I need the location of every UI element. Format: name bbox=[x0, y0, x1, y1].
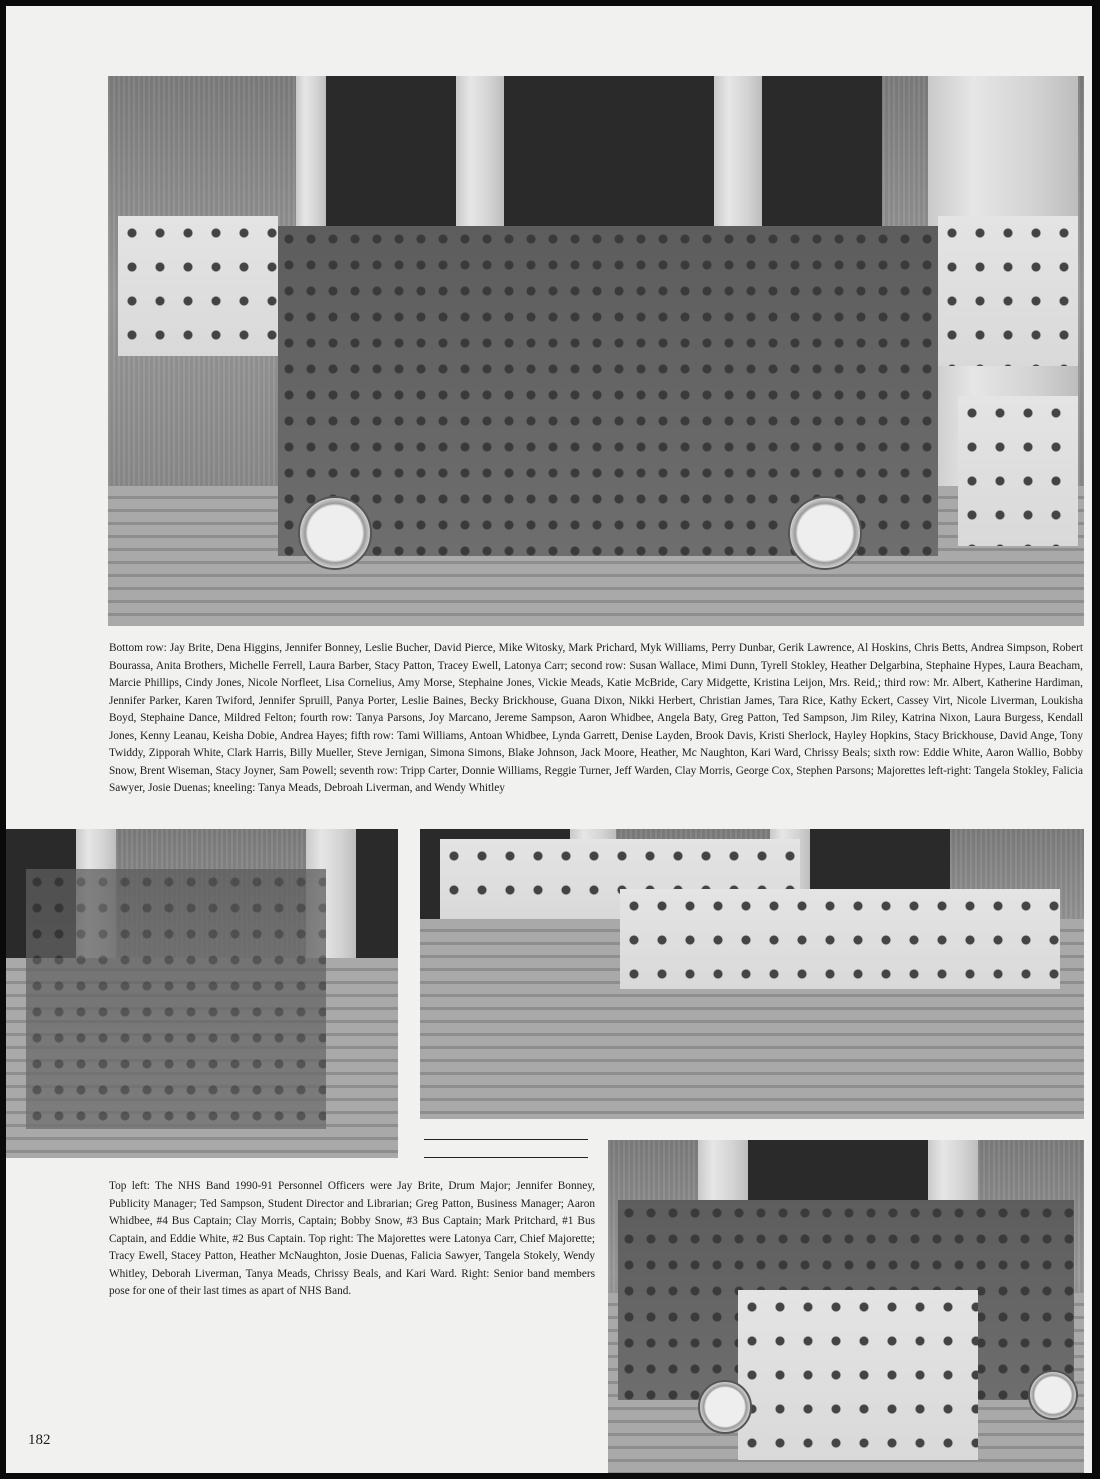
band-group-photo bbox=[108, 76, 1084, 626]
officers-photo bbox=[6, 829, 398, 1158]
divider-line bbox=[424, 1157, 588, 1158]
senior-band-photo bbox=[608, 1140, 1084, 1473]
majorettes-photo bbox=[420, 829, 1084, 1119]
page-number: 182 bbox=[28, 1432, 51, 1448]
band-photo-caption: Bottom row: Jay Brite, Dena Higgins, Jennifer Bonney, Leslie Bucher, David Pierce, Mike Witosky, Mark Prichard, Myk Williams, Perry Dunbar, Gerik Lawrence, Al Hoskins, Chris Betts, Andrea Simpson, Robert Bourassa, Anita Brothers, Michelle Ferrell, Laura Barber, Stacy Patton, Tracey Ewell, Latonya Carr; second row: Susan Wallace, Mimi Dunn, Tyrell Stokley, Heather Delgarbina, Stephaine Hypes, Laura Beacham, Marcie Phillips, Cindy Jones, Nicole Norfleet, Lisa Cornelius, Amy Morse, Stephaine Jones, Vickie Meads, Katie McBride, Cary Midgette, Kristina Leijon, Mrs. Reid,; third row: Mr. Albert, Katherine Hardiman, Jennifer Parker, Karen Twiford, Jennifer Spruill, Panya Porter, Leslie Baines, Becky Brickhouse, Guana Dixon, Nikki Herbert, Christian James, Tara Rice, Kathy Eckert, Cassey Virt, Nicole Liverman, Loukisha Boyd, Stephaine Dance, Mildred Felton; fourth row: Tanya Parsons, Joy Marcano, Jereme Sampson, Aaron Whidbee, Angela Baty, Greg Patton, Ted Sampson, Jim Riley, Katrina Nixon, Laura Burgess, Kendall Jones, Kenny Leanau, Keisha Dobie, Andrea Hayes; fifth row: Tami Williams, Antoan Whidbee, Lynda Garrett, Denise Layden, Brook Davis, Kristi Sherlock, Hayley Hopkins, Stacy Brickhouse, David Ange, Tony Twiddy, Zipporah White, Clark Harris, Billy Mueller, Steve Jernigan, Simona Simons, Blake Johnson, Jack Moore, Heather, Mc Naughton, Kari Ward, Chrissy Beals; sixth row: Eddie White, Aaron Wallio, Bobby Snow, Brent Wiseman, Stacy Joyner, Sam Powell; seventh row: Tripp Carter, Donnie Williams, Reggie Turner, Jeff Warden, Clay Morris, George Cox, Stephen Parsons; Majorettes left-right: Tangela Stokley, Falicia Sawyer, Josie Duenas; kneeling: Tanya Meads, Debroah Liverman, and Wendy Whitley bbox=[109, 642, 1083, 794]
divider-line bbox=[424, 1139, 588, 1140]
officers-majorettes-caption: Top left: The NHS Band 1990-91 Personnel Officers were Jay Brite, Drum Major; Jennifer Bonney, Publicity Manager; Ted Sampson, Student Director and Librarian; Greg Patton, Business Manager; Aaron Whidbee, #4 Bus Captain; Clay Morris, Captain; Bobby Snow, #3 Bus Captain; Mark Pritchard, #1 Bus Captain, and Eddie White, #2 Bus Captain. Top right: The Majorettes were Latonya Carr, Chief Majorette; Tracy Ewell, Stacey Patton, Heather McNaughton, Josie Duenas, Falicia Sawyer, Tangela Stokely, Wendy Whitley, Deborah Liverman, Tanya Meads, Chrissy Beals, and Kari Ward. Right: Senior band members pose for one of their last times as apart of NHS Band. bbox=[109, 1180, 595, 1297]
yearbook-page bbox=[6, 6, 1092, 1473]
